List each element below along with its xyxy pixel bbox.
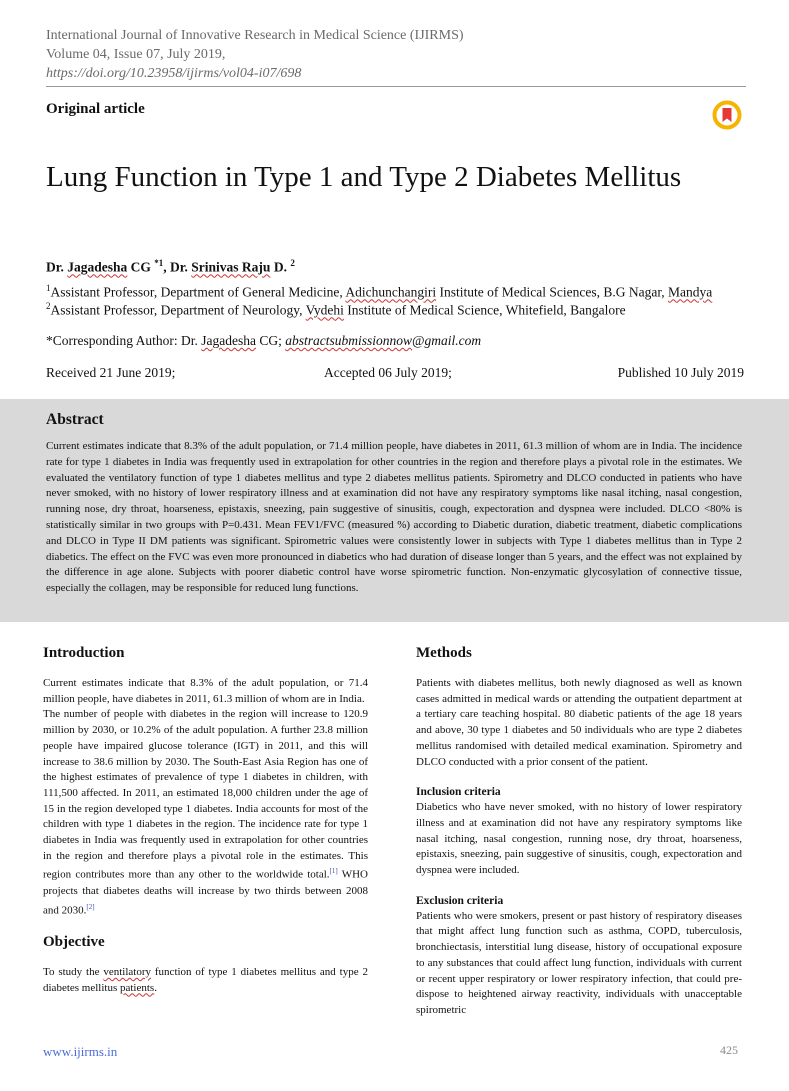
journal-name: International Journal of Innovative Research in Medical Science (IJIRMS): [46, 28, 464, 43]
objective-text-mid: function of type 1 diabetes mellitus and type 2 diabetes mellitus: [43, 965, 368, 994]
author-separator: , Dr.: [163, 259, 192, 275]
author-1-affil-mark: *1: [154, 258, 164, 268]
exclusion-criteria-text: Patients who were smokers, present or past history of respiratory diseases that might affect lung function such as asthma, COPD, tuberculosis, bronchiectasis, interstitial lung disease, history of occupational exposure to any substances that could affect lung function, individuals with current or recent upper respiratory or lower respiratory infection, that could pre-dispose to heightened airway reactivity, individuals with unacceptable spirometric: [416, 909, 742, 1016]
page-number: 425: [720, 1043, 738, 1057]
published-date: Published 10 July 2019: [617, 365, 744, 380]
affiliation-2-text-end: Institute of Medical Science, Whitefield, Bangalore: [343, 302, 626, 318]
right-column: [416, 640, 742, 1019]
affiliation-1-text-mid: Institute of Medical Sciences, B.G Nagar,: [436, 284, 669, 300]
affiliation-1-city: Mandya: [668, 284, 713, 300]
corresponding-email-domain[interactable]: @gmail.com: [412, 333, 482, 348]
affiliation-1-mark: 1: [46, 283, 51, 293]
corresponding-label: *Corresponding Author: Dr.: [46, 333, 202, 348]
article-type: Original article: [46, 101, 145, 117]
journal-volume: Volume 04, Issue 07, July 2019,: [46, 47, 226, 62]
header-divider: [46, 86, 746, 87]
objective-text-start: To study the: [43, 965, 104, 978]
abstract-text: Current estimates indicate that 8.3% of the adult population, or 71.4 million people, have diabetes in 2011, 61.3 million of whom are in India. The incidence rate for type 1 diabetes in India was frequently used in extrapolation for other countries in the region and therefore plays a pivotal role in the estimates. We evaluated the ventilatory function of type 1 diabetes mellitus and type 2 diabetes mellitus patients. Spirometry and DLCO conducted in patients who have never smoked, with no history of lower respiratory illness and at examination did not have any respiratory symptoms like nasal itching, nasal congestion, running nose, dry throat, hoarseness, epistaxis, sneezing, pain suggestive of sinusitis, cough, expectoration and dyspnea were included. DLCO <80% is statistically similar in two groups with P=0.431. Mean FEV1/FVC (measured %) according to Diabetic duration, diabetic treatment, diabetic complications and DLCO in Type II DM patients was significant. Spirometric values were consistently lower in subjects with Type 1 diabetes mellitus than in Type 2 diabetics. The effect on the FVC was even more pronounced in diabetics who had duration of disease longer than 5 years, and the effect was not explained by the difference in age alone. Subjects with poorer diabetic control have worse spirometric function. Non-enzymatic glycosylation of connective tissue, especially the collagen, may be responsible for reduced lung functions.: [46, 440, 742, 595]
left-column: [43, 640, 368, 996]
affiliation-2-institute: Vydehi: [305, 302, 344, 318]
corresponding-email-user[interactable]: abstractsubmissionnow: [285, 333, 413, 348]
accepted-date: Accepted 06 July 2019;: [324, 365, 452, 380]
introduction-paragraph-1: Current estimates indicate that 8.3% of the adult population, or 71.4 million people, have diabetes in 2011, 61.3 million of whom are in India.: [43, 677, 368, 705]
exclusion-criteria-heading: Exclusion criteria: [416, 894, 504, 907]
introduction-heading: Introduction: [43, 645, 125, 661]
methods-heading: Methods: [416, 645, 472, 661]
corresponding-name: Jagadesha: [201, 333, 256, 348]
objective-term-2: patients: [119, 981, 155, 994]
affiliation-1: [46, 283, 712, 301]
introduction-paragraph-2-text: The number of people with diabetes in the region will increase to 120.9 million by 2030, or 10.2% of the adult population. A further 23.8 million people have impaired glucose tolerance (IGT) in 2011, and this will increase to 38.6 million by 2030. The South-East Asia Region has one of the highest estimates of prevalence of type 1 diabetes in children, with 111,500 affected. In 2011, an estimated 18,000 children under the age of 15 in the region developed type 1 diabetes. India accounts for most of the children with type 1 diabetes in the region. The incidence rate for type 1 diabetes in India was frequently used in extrapolation for other countries in the region and therefore plays a pivotal role in the estimates. This region contributes more than any other to the worldwide total.: [43, 708, 368, 882]
author-1-suffix: CG: [127, 259, 155, 275]
inclusion-criteria-text: Diabetics who have never smoked, with no history of lower respiratory illness and at examination did not have any respiratory symptoms like nasal itching, nasal congestion, running nose, dry throat, hoarseness, epistaxis, sneezing, pain suggestive of sinusitis, cough, expectoration and dyspnea were included.: [416, 801, 742, 877]
objective-heading: Objective: [43, 933, 105, 950]
affiliation-2: [46, 301, 626, 319]
website-link[interactable]: www.ijirms.in: [43, 1044, 118, 1059]
introduction-paragraph-2-end: WHO projects that diabetes deaths will increase by two thirds between 2008 and 2030.: [43, 869, 368, 917]
affiliation-1-institute: Adichunchangiri: [345, 284, 437, 300]
abstract-heading: Abstract: [46, 411, 104, 428]
author-list: [46, 258, 295, 276]
corresponding-mid: CG;: [255, 333, 286, 348]
author-1-name: Jagadesha: [67, 259, 128, 275]
inclusion-criteria-heading: Inclusion criteria: [416, 786, 501, 799]
introduction-paragraph-2: [43, 707, 368, 918]
affiliation-1-text: Assistant Professor, Department of General Medicine,: [50, 284, 346, 300]
doi-link[interactable]: https://doi.org/10.23958/ijirms/vol04-i07/698: [46, 66, 302, 81]
author-2-suffix: D.: [270, 259, 291, 275]
corresponding-author: [46, 333, 481, 349]
bookmark-badge-icon[interactable]: [712, 100, 742, 130]
author-2-name: Srinivas Raju: [191, 259, 271, 275]
methods-paragraph: Patients with diabetes mellitus, both newly diagnosed as well as known cases admitted in medical wards or attending the outpatient department at a tertiary care teaching hospital. 80 diabetic patients of the age 18 years and above, 30 type 1 diabetes and 50 individuals who are type 2 diabetes mellitus randomised with detailed medical examination. Spirometry and DLCO conducted with a prior consent of the patient.: [416, 677, 742, 768]
journal-header: [46, 26, 464, 83]
received-date: Received 21 June 2019;: [46, 365, 176, 380]
author-2-affil-mark: 2: [290, 258, 295, 268]
article-title: Lung Function in Type 1 and Type 2 Diabetes Mellitus: [46, 161, 682, 193]
abstract-box: [0, 399, 789, 622]
objective-text: [43, 965, 368, 996]
affiliation-2-mark: 2: [46, 301, 51, 311]
objective-text-end: .: [154, 981, 157, 994]
author-prefix: Dr.: [46, 259, 68, 275]
objective-term: ventilatory: [103, 965, 152, 978]
citation-1[interactable]: [1]: [329, 867, 338, 876]
affiliation-2-text: Assistant Professor, Department of Neurology,: [50, 302, 306, 318]
citation-2[interactable]: [2]: [86, 902, 95, 911]
